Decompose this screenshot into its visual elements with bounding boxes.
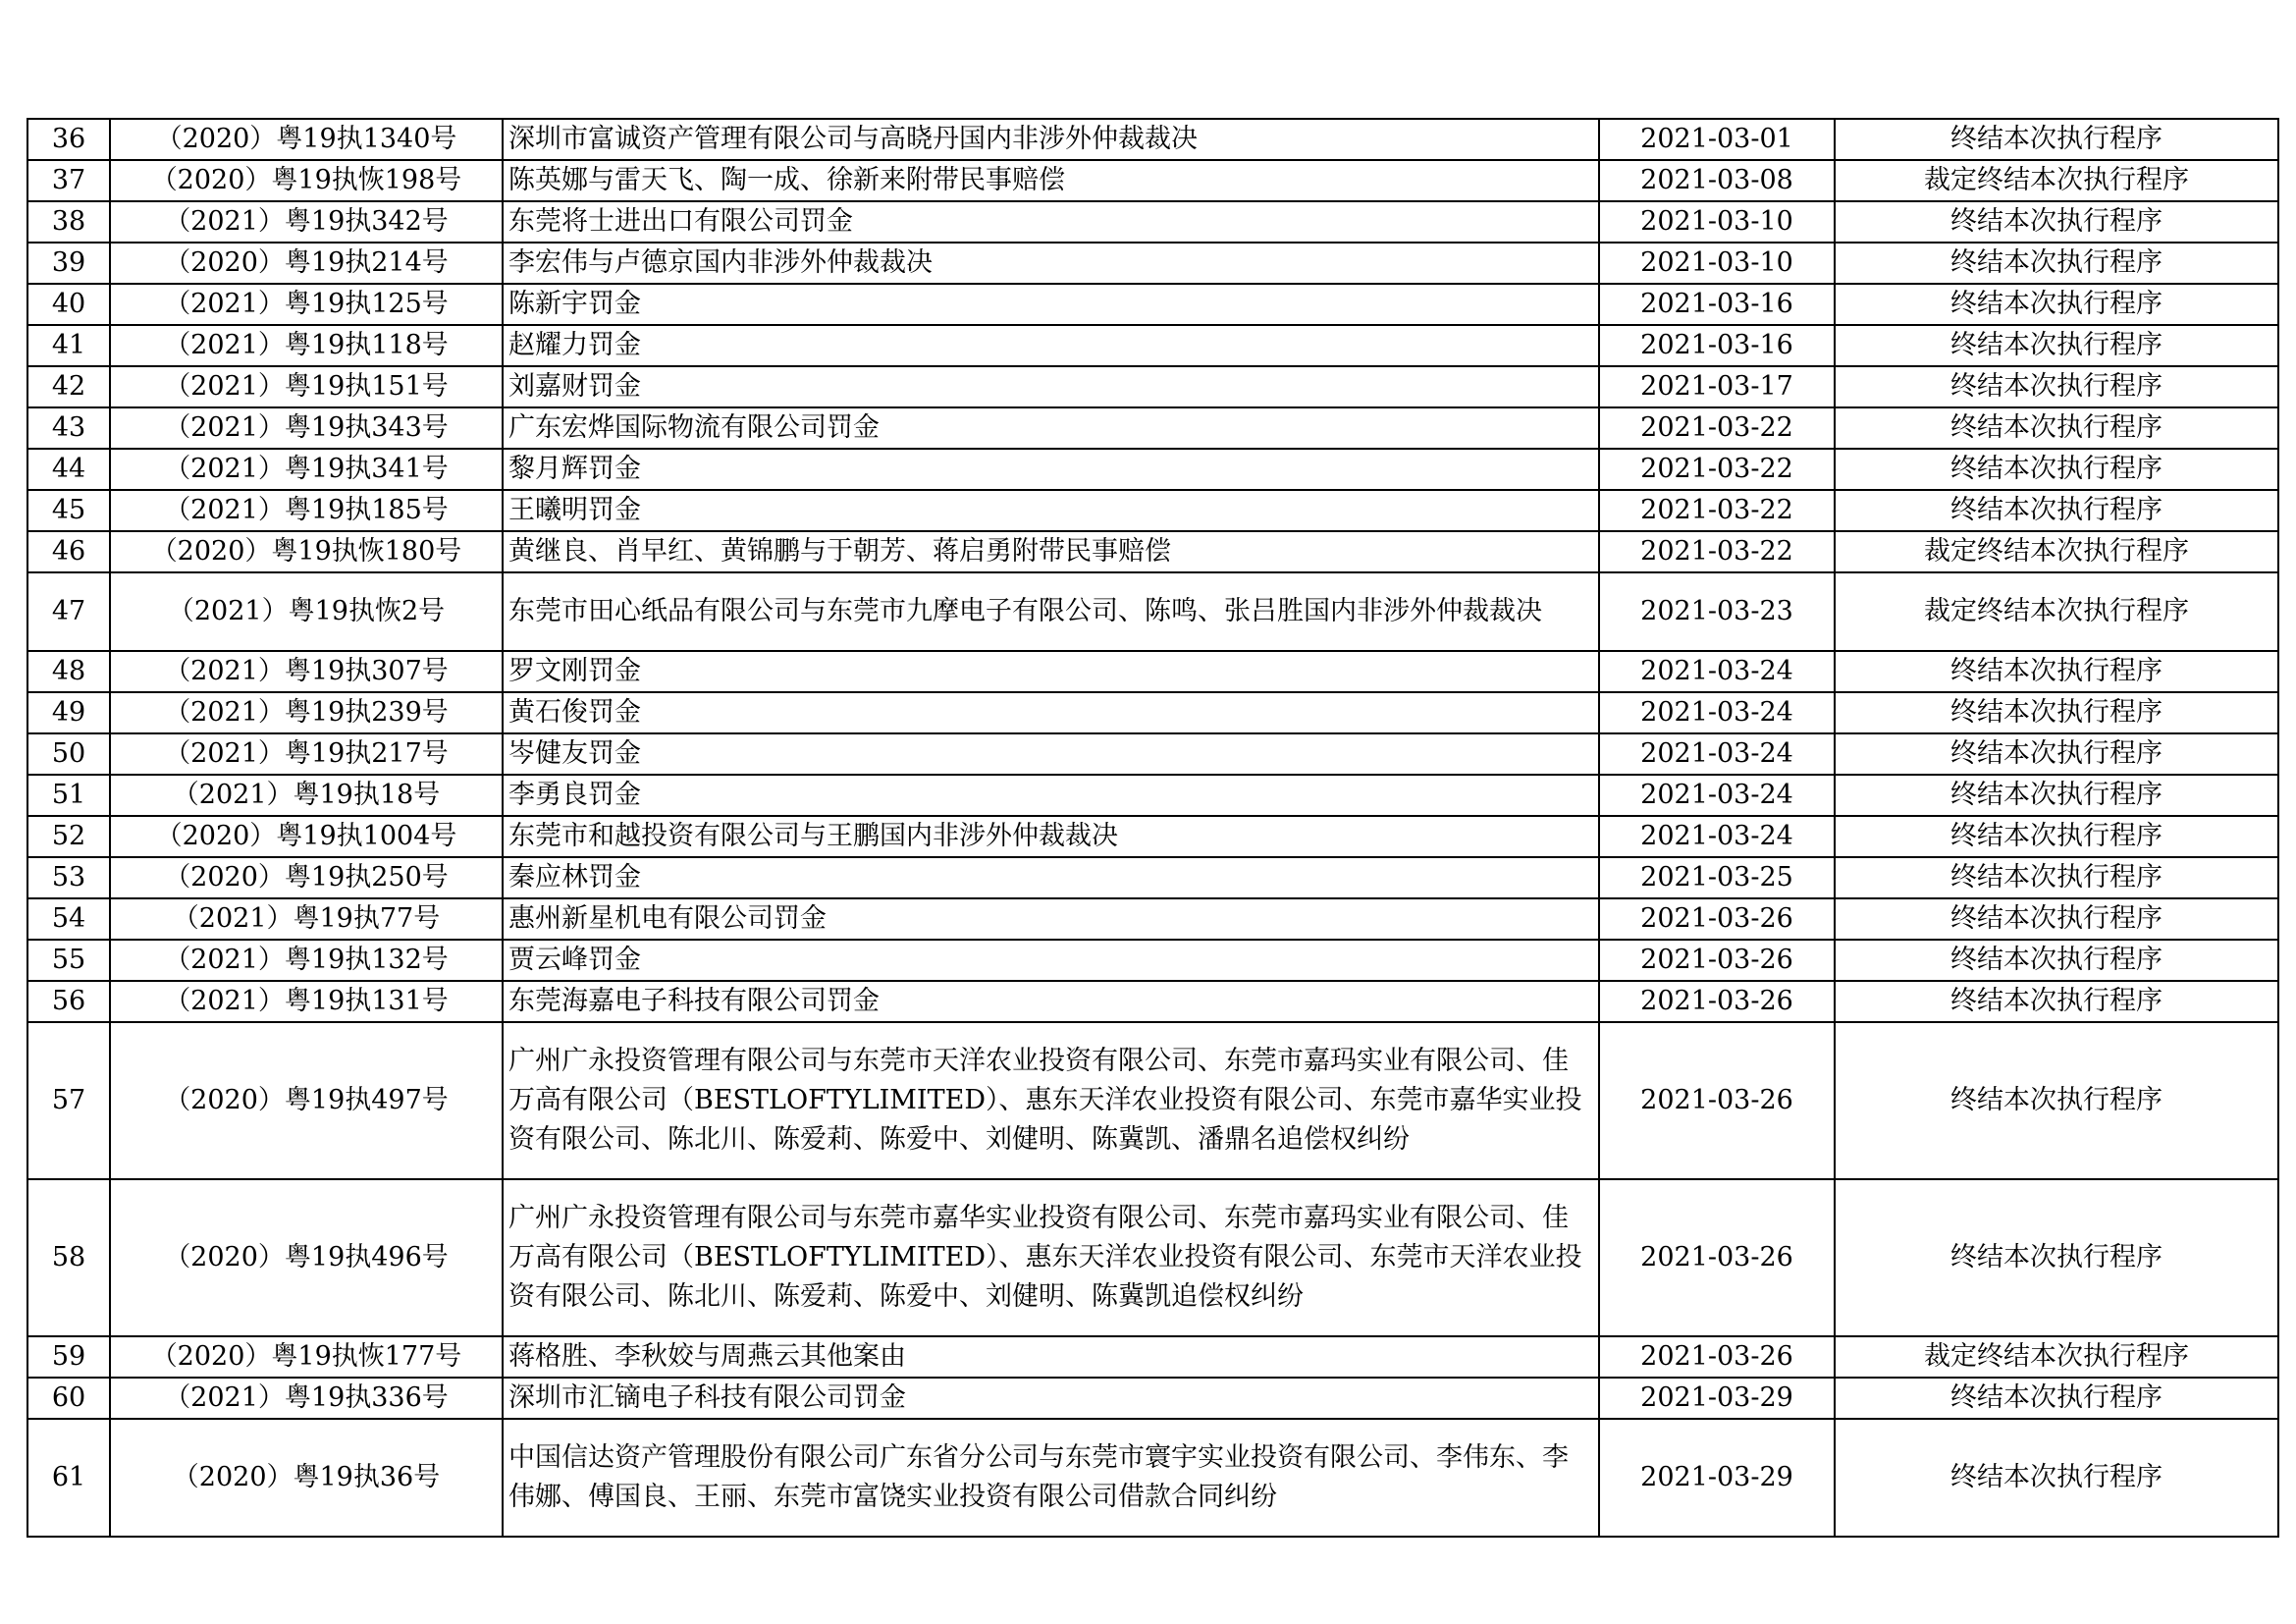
closing-result: 终结本次执行程序 <box>1835 857 2278 898</box>
case-number: （2020）粤19执496号 <box>110 1179 503 1336</box>
case-description: 李宏伟与卢德京国内非涉外仲裁裁决 <box>503 243 1599 284</box>
case-number: （2020）粤19执36号 <box>110 1419 503 1537</box>
table-row <box>27 1022 2278 1179</box>
table-row <box>27 816 2278 857</box>
table-row <box>27 572 2278 651</box>
case-description: 广州广永投资管理有限公司与东莞市嘉华实业投资有限公司、东莞市嘉玛实业有限公司、佳万高有限公司（BESTLOFTYLIMITED）、惠东天洋农业投资有限公司、东莞市天洋农业投资有限公司、陈北川、陈爱莉、陈爱中、刘健明、陈冀凯追偿权纠纷 <box>503 1179 1599 1336</box>
row-number: 57 <box>27 1022 110 1179</box>
case-description: 东莞海嘉电子科技有限公司罚金 <box>503 981 1599 1022</box>
closing-date: 2021-03-10 <box>1599 243 1835 284</box>
closing-date: 2021-03-26 <box>1599 940 1835 981</box>
closing-result: 终结本次执行程序 <box>1835 1378 2278 1419</box>
case-number: （2021）粤19执118号 <box>110 325 503 366</box>
case-number: （2021）粤19执131号 <box>110 981 503 1022</box>
case-description: 深圳市富诚资产管理有限公司与高晓丹国内非涉外仲裁裁决 <box>503 119 1599 160</box>
table-row <box>27 1378 2278 1419</box>
case-description: 东莞市田心纸品有限公司与东莞市九摩电子有限公司、陈鸣、张吕胜国内非涉外仲裁裁决 <box>503 572 1599 651</box>
table-row <box>27 490 2278 531</box>
case-number: （2020）粤19执250号 <box>110 857 503 898</box>
case-number: （2020）粤19执1004号 <box>110 816 503 857</box>
case-number: （2020）粤19执497号 <box>110 1022 503 1179</box>
table-row <box>27 119 2278 160</box>
case-description: 广东宏烨国际物流有限公司罚金 <box>503 407 1599 449</box>
case-description: 深圳市汇镝电子科技有限公司罚金 <box>503 1378 1599 1419</box>
closing-date: 2021-03-24 <box>1599 733 1835 775</box>
closing-date: 2021-03-24 <box>1599 775 1835 816</box>
case-description: 罗文刚罚金 <box>503 651 1599 692</box>
case-number: （2021）粤19执307号 <box>110 651 503 692</box>
closing-result: 终结本次执行程序 <box>1835 816 2278 857</box>
table-row <box>27 898 2278 940</box>
table-row <box>27 1179 2278 1336</box>
closing-result: 终结本次执行程序 <box>1835 201 2278 243</box>
closing-date: 2021-03-22 <box>1599 531 1835 572</box>
row-number: 51 <box>27 775 110 816</box>
case-number: （2021）粤19执18号 <box>110 775 503 816</box>
case-description: 广州广永投资管理有限公司与东莞市天洋农业投资有限公司、东莞市嘉玛实业有限公司、佳万高有限公司（BESTLOFTYLIMITED）、惠东天洋农业投资有限公司、东莞市嘉华实业投资有限公司、陈北川、陈爱莉、陈爱中、刘健明、陈冀凯、潘鼎名追偿权纠纷 <box>503 1022 1599 1179</box>
case-number: （2020）粤19执恢180号 <box>110 531 503 572</box>
case-number: （2021）粤19执343号 <box>110 407 503 449</box>
table-row <box>27 160 2278 201</box>
closing-date: 2021-03-24 <box>1599 692 1835 733</box>
closing-date: 2021-03-26 <box>1599 1179 1835 1336</box>
closing-date: 2021-03-29 <box>1599 1419 1835 1537</box>
closing-result: 终结本次执行程序 <box>1835 1419 2278 1537</box>
case-number: （2021）粤19执342号 <box>110 201 503 243</box>
table-row <box>27 284 2278 325</box>
table-row <box>27 366 2278 407</box>
row-number: 59 <box>27 1336 110 1378</box>
closing-result: 终结本次执行程序 <box>1835 898 2278 940</box>
closing-date: 2021-03-22 <box>1599 449 1835 490</box>
case-description: 刘嘉财罚金 <box>503 366 1599 407</box>
case-number: （2021）粤19执239号 <box>110 692 503 733</box>
closing-result: 终结本次执行程序 <box>1835 490 2278 531</box>
table-row <box>27 531 2278 572</box>
row-number: 48 <box>27 651 110 692</box>
closing-result: 终结本次执行程序 <box>1835 981 2278 1022</box>
closing-date: 2021-03-01 <box>1599 119 1835 160</box>
row-number: 37 <box>27 160 110 201</box>
row-number: 58 <box>27 1179 110 1336</box>
row-number: 44 <box>27 449 110 490</box>
table-row <box>27 857 2278 898</box>
closing-date: 2021-03-22 <box>1599 407 1835 449</box>
closing-result: 终结本次执行程序 <box>1835 407 2278 449</box>
case-description: 秦应林罚金 <box>503 857 1599 898</box>
closing-result: 终结本次执行程序 <box>1835 940 2278 981</box>
case-description: 陈新宇罚金 <box>503 284 1599 325</box>
case-description: 岑健友罚金 <box>503 733 1599 775</box>
case-number: （2021）粤19执77号 <box>110 898 503 940</box>
row-number: 55 <box>27 940 110 981</box>
case-description: 王曦明罚金 <box>503 490 1599 531</box>
table-row <box>27 243 2278 284</box>
closing-result: 终结本次执行程序 <box>1835 366 2278 407</box>
row-number: 45 <box>27 490 110 531</box>
closing-date: 2021-03-26 <box>1599 898 1835 940</box>
closing-date: 2021-03-08 <box>1599 160 1835 201</box>
case-description: 黎月辉罚金 <box>503 449 1599 490</box>
case-number: （2020）粤19执1340号 <box>110 119 503 160</box>
case-description: 陈英娜与雷天飞、陶一成、徐新来附带民事赔偿 <box>503 160 1599 201</box>
row-number: 41 <box>27 325 110 366</box>
case-number: （2021）粤19执恢2号 <box>110 572 503 651</box>
case-description: 黄石俊罚金 <box>503 692 1599 733</box>
case-number: （2021）粤19执336号 <box>110 1378 503 1419</box>
closing-date: 2021-03-26 <box>1599 981 1835 1022</box>
case-number: （2021）粤19执151号 <box>110 366 503 407</box>
table-row <box>27 981 2278 1022</box>
table-row <box>27 407 2278 449</box>
closing-result: 裁定终结本次执行程序 <box>1835 531 2278 572</box>
closing-date: 2021-03-16 <box>1599 284 1835 325</box>
closing-date: 2021-03-23 <box>1599 572 1835 651</box>
row-number: 49 <box>27 692 110 733</box>
case-number: （2020）粤19执恢198号 <box>110 160 503 201</box>
row-number: 53 <box>27 857 110 898</box>
closing-date: 2021-03-22 <box>1599 490 1835 531</box>
table-row <box>27 692 2278 733</box>
closing-result: 终结本次执行程序 <box>1835 651 2278 692</box>
case-description: 中国信达资产管理股份有限公司广东省分公司与东莞市寰宇实业投资有限公司、李伟东、李伟娜、傅国良、王丽、东莞市富饶实业投资有限公司借款合同纠纷 <box>503 1419 1599 1537</box>
case-table-body <box>27 119 2278 1537</box>
closing-date: 2021-03-25 <box>1599 857 1835 898</box>
table-row <box>27 201 2278 243</box>
closing-result: 终结本次执行程序 <box>1835 775 2278 816</box>
table-row <box>27 775 2278 816</box>
row-number: 52 <box>27 816 110 857</box>
case-number: （2021）粤19执217号 <box>110 733 503 775</box>
row-number: 50 <box>27 733 110 775</box>
closing-date: 2021-03-17 <box>1599 366 1835 407</box>
case-number: （2021）粤19执125号 <box>110 284 503 325</box>
table-row <box>27 325 2278 366</box>
case-description: 东莞市和越投资有限公司与王鹏国内非涉外仲裁裁决 <box>503 816 1599 857</box>
closing-result: 终结本次执行程序 <box>1835 325 2278 366</box>
closing-date: 2021-03-26 <box>1599 1022 1835 1179</box>
closing-result: 裁定终结本次执行程序 <box>1835 572 2278 651</box>
row-number: 46 <box>27 531 110 572</box>
table-row <box>27 651 2278 692</box>
table-row <box>27 449 2278 490</box>
row-number: 47 <box>27 572 110 651</box>
closing-result: 终结本次执行程序 <box>1835 243 2278 284</box>
row-number: 43 <box>27 407 110 449</box>
case-description: 李勇良罚金 <box>503 775 1599 816</box>
closing-result: 终结本次执行程序 <box>1835 1022 2278 1179</box>
closing-result: 终结本次执行程序 <box>1835 449 2278 490</box>
closing-date: 2021-03-24 <box>1599 651 1835 692</box>
closing-result: 裁定终结本次执行程序 <box>1835 160 2278 201</box>
row-number: 61 <box>27 1419 110 1537</box>
case-description: 东莞将士进出口有限公司罚金 <box>503 201 1599 243</box>
row-number: 36 <box>27 119 110 160</box>
row-number: 39 <box>27 243 110 284</box>
row-number: 42 <box>27 366 110 407</box>
closing-date: 2021-03-26 <box>1599 1336 1835 1378</box>
closing-result: 终结本次执行程序 <box>1835 284 2278 325</box>
closing-result: 终结本次执行程序 <box>1835 1179 2278 1336</box>
case-number: （2021）粤19执341号 <box>110 449 503 490</box>
closing-result: 终结本次执行程序 <box>1835 119 2278 160</box>
row-number: 38 <box>27 201 110 243</box>
table-row <box>27 733 2278 775</box>
closing-result: 裁定终结本次执行程序 <box>1835 1336 2278 1378</box>
closing-date: 2021-03-10 <box>1599 201 1835 243</box>
case-number: （2021）粤19执132号 <box>110 940 503 981</box>
table-row <box>27 940 2278 981</box>
case-description: 惠州新星机电有限公司罚金 <box>503 898 1599 940</box>
closing-date: 2021-03-16 <box>1599 325 1835 366</box>
case-number: （2020）粤19执214号 <box>110 243 503 284</box>
case-number: （2020）粤19执恢177号 <box>110 1336 503 1378</box>
row-number: 60 <box>27 1378 110 1419</box>
row-number: 56 <box>27 981 110 1022</box>
case-number: （2021）粤19执185号 <box>110 490 503 531</box>
case-table <box>27 118 2279 1538</box>
row-number: 40 <box>27 284 110 325</box>
table-row <box>27 1336 2278 1378</box>
row-number: 54 <box>27 898 110 940</box>
closing-date: 2021-03-29 <box>1599 1378 1835 1419</box>
case-description: 贾云峰罚金 <box>503 940 1599 981</box>
case-description: 黄继良、肖早红、黄锦鹏与于朝芳、蒋启勇附带民事赔偿 <box>503 531 1599 572</box>
closing-date: 2021-03-24 <box>1599 816 1835 857</box>
closing-result: 终结本次执行程序 <box>1835 692 2278 733</box>
closing-result: 终结本次执行程序 <box>1835 733 2278 775</box>
case-description: 蒋格胜、李秋姣与周燕云其他案由 <box>503 1336 1599 1378</box>
case-description: 赵耀力罚金 <box>503 325 1599 366</box>
table-row <box>27 1419 2278 1537</box>
